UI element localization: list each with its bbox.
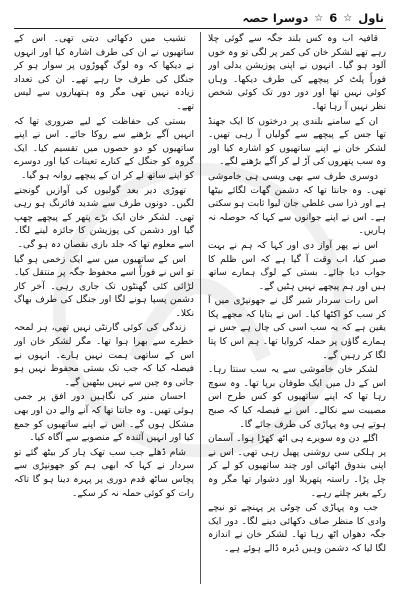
paragraph: تھوڑی دیر بعد گولیوں کی آوازیں گونجنے لگیں۔ دونوں طرف سے شدید فائرنگ ہو رہی تھی۔ لشکر خان ایک بڑے پتھر کے پیچھے چھپ گیا اور دشمن کی پوزیشن کا جائزہ لینے لگا۔ اسے معلوم تھا کہ جلد بازی نقصان دہ ہو گی۔ <box>14 184 194 250</box>
paragraph: شام ڈھلے جب سب تھک ہار کر بیٹھ گئے تو سردار نے کہا کہ ابھی ہم کو جھونپڑی سے پچاس ساٹھ قدم دوری پر پہرہ دینا ہو گا تاکہ رات کو کوئی حملہ نہ کر سکے۔ <box>14 446 194 499</box>
paragraph: زندگی کی کوئی گارنٹی نہیں تھی، ہر لمحہ خطرے سے بھرا ہوا تھا۔ مگر لشکر خان اور اس کے ساتھی ہمت نہیں ہارے۔ انہوں نے فیصلہ کیا کہ جب تک بستی محفوظ نہیں ہو جاتی وہ چین سے نہیں بیٹھیں گے۔ <box>14 322 194 388</box>
right-column <box>208 32 386 590</box>
star-icon: ☆ <box>343 12 353 24</box>
paragraph: اس رات سردار شیر گل نے جھونپڑی میں آ کر سب کو اکٹھا کیا۔ اس نے بتایا کہ مجھے پکا یقین ہے کہ یہ سب اسی کی چال ہے جس نے ہمارے گاؤں پر حملہ کروایا تھا۔ ہم اس کا پتا لگا کر رہیں گے۔ <box>208 295 386 361</box>
paragraph: جب وہ پہاڑی کی چوٹی پر پہنچے تو نیچے وادی کا منظر صاف دکھائی دینے لگا۔ دور ایک جگہ دھواں اٹھ رہا تھا۔ لشکر خان نے اندازہ لگا لیا کہ دشمن وہیں ڈیرہ ڈالے ہوئے ہے۔ <box>208 502 386 554</box>
paragraph: اس کے ساتھیوں میں سے ایک زخمی ہو گیا تو اس نے فوراً اسے محفوظ جگہ پر منتقل کیا۔ لڑائی کئی گھنٹوں تک جاری رہی۔ آخر کار دشمن پسپا ہونے لگا اور جنگل کی طرف بھاگ نکلا۔ <box>14 253 194 319</box>
left-column <box>14 32 194 590</box>
page-header <box>16 10 384 26</box>
paragraph: احسان منیر کی نگاہیں دور افق پر جمی ہوئی تھیں۔ وہ جانتا تھا کہ آنے والے دن اور بھی مشکل ہوں گے۔ اس نے اپنے ساتھیوں کو جمع کیا اور انہیں آئندہ کے منصوبے سے آگاہ کیا۔ <box>14 391 194 444</box>
paragraph: ان کے سامنے بلندی پر درختوں کا ایک جھنڈ تھا جس کے پیچھے سے گولیاں آ رہی تھیں۔ لشکر خان نے اپنے ساتھیوں کو اشارہ کیا اور وہ سب پتھروں کی آڑ لے کر آگے بڑھنے لگے۔ <box>208 115 386 168</box>
paragraph: اس نے پھر آواز دی اور کہا کہ ہم نے بہت صبر کیا، اب وقت آ گیا ہے کہ اس ظلم کا جواب دیا جائے۔ بستی کے لوگ ہمارے ساتھ ہیں اور ہم پیچھے نہیں ہٹیں گے۔ <box>208 239 386 292</box>
paragraph: لشکر خان خاموشی سے یہ سب سنتا رہا۔ اس کے دل میں ایک طوفان برپا تھا۔ وہ سوچ رہا تھا کہ اپنے ساتھیوں کو کس طرح اس مصیبت سے نکالے۔ اس نے فیصلہ کیا کہ صبح ہوتے ہی وہ پہاڑی کی طرف جائے گا۔ <box>208 364 386 430</box>
header-rule <box>14 28 386 29</box>
paragraph: نشیب میں دکھائی دیتی تھی۔ اس کے ساتھیوں نے ان کی طرف اشارہ کیا اور انہوں نے دیکھا کہ وہ لوگ گھوڑوں پر سوار ہو کر جنگل کی طرف جا رہے تھے۔ ان کی تعداد زیادہ نہیں تھی مگر وہ ہتھیاروں سے لیس تھے۔ <box>14 33 194 112</box>
paragraph: دوسری طرف سے بھی ویسی ہی خاموشی تھی۔ وہ جانتا تھا کہ دشمن گھات لگائے بیٹھا ہے اور ذرا سی غلطی جان لیوا ثابت ہو سکتی ہے۔ اس نے اپنے جوانوں سے کہا کہ حوصلہ نہ ہاریں۔ <box>208 170 386 237</box>
paragraph: قافیہ اب وہ کس بلند جگہ سے گوئی چلا رہے تھے لشکر خان کی کمر پر لگی تو وہ خوں آلود ہو گیا۔ انہوں نے اپنی پوزیشن بدلی اور فوراً پلٹ کر پیچھے کی طرف دیکھا۔ وہاں کوئی نہیں تھا اور دور دور تک کوئی شخص نظر نہیں آ رہا تھا۔ <box>208 33 386 112</box>
page-number: 6 <box>329 11 338 25</box>
section-title: دوسرا حصہ <box>242 11 309 25</box>
column-divider <box>200 32 201 584</box>
paragraph: بستی کی حفاظت کے لیے ضروری تھا کہ انہیں آگے بڑھنے سے روکا جائے۔ اس نے اپنے ساتھیوں کو دو حصوں میں تقسیم کیا۔ ایک گروہ کو جنگل کے کنارے تعینات کیا اور دوسرے کو اپنے ساتھ لے کر ان کے پیچھے روانہ ہو گیا۔ <box>14 115 194 181</box>
star-icon: ☆ <box>314 12 324 24</box>
header-title: ناول <box>358 11 384 25</box>
paragraph: اگلے دن وہ سویرے ہی اٹھ کھڑا ہوا۔ آسمان پر ہلکی سی روشنی پھیل رہی تھی۔ اس نے اپنی بندوق اٹھائی اور چند ساتھیوں کو لے کر چل پڑا۔ راستہ پتھریلا اور دشوار تھا مگر وہ رکے بغیر چلتے رہے۔ <box>208 433 386 499</box>
